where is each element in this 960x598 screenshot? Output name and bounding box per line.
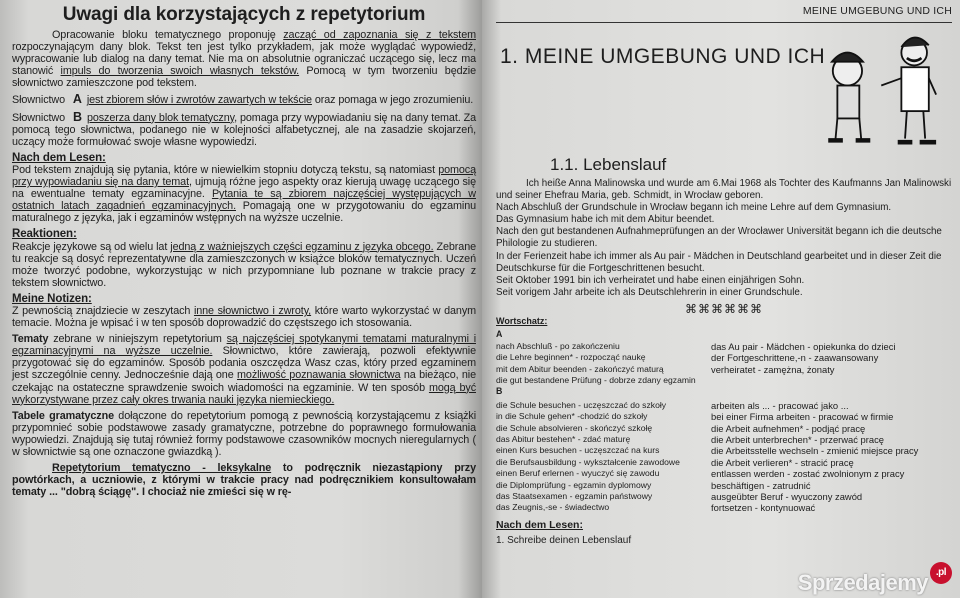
right-page	[482, 0, 960, 598]
watermark-tld: .pl	[930, 562, 952, 584]
vocab-entry: nach Abschluß - po zakończeniu	[496, 340, 620, 351]
paragraph	[12, 93, 476, 106]
section-heading: Reaktionen:	[12, 228, 77, 241]
vocab-entry: die Schule absolvieren - skończyć szkołę	[496, 422, 653, 433]
paragraph	[12, 111, 476, 148]
paragraph	[12, 228, 476, 288]
text-segment: na bieżąco, nie czekając na ostateczne sprawdzenie swoich wiadomości na egzaminie. W ten sposób	[12, 369, 477, 394]
text-segment: Słownictwo	[12, 111, 68, 124]
text-segment: oraz pomaga w jego zrozumieniu.	[311, 94, 474, 107]
vocab-entry: mit dem Abitur beenden - zakończyć maturą	[496, 363, 664, 374]
page-title: Uwagi dla korzystających z repetytorium	[62, 4, 426, 25]
vocab-heading: Wortschatz:	[496, 315, 548, 326]
text-segment: dołączone do repetytorium pomogą z pewnością korzystającemu z książki przypomnieć sobie podstawowe zasady gramatyczne, potrzebne do poprawnego formułowania wypowiedzi. Znajdują się tutaj również formy podstawowe czasowników mocnych nieregularnych ( w słownictwie są one oznaczone gwiazdką ).	[12, 409, 476, 458]
watermark-logo	[797, 567, 947, 596]
cartoon-illustration-icon	[814, 27, 954, 155]
underlined-text: jedną z ważniejszych części egzaminu z języka obcego.	[170, 240, 434, 253]
vocab-a-label: A	[496, 329, 503, 340]
vocab-entry: die Lehre beginnen* - rozpocząć naukę	[496, 352, 646, 363]
underlined-text: zacząć od zapoznania się z tekstem	[283, 29, 476, 41]
vocab-entry: die Diplomprüfung - egzamin dyplomowy	[496, 479, 652, 490]
text-line: Seit vorigem Jahr arbeite ich als Deutschlehrerin in einer Grundschule.	[496, 286, 803, 298]
paragraph	[12, 410, 476, 458]
underlined-text: impuls do tworzenia swoich własnych tekstów.	[60, 65, 300, 78]
vocabulary	[496, 316, 952, 547]
right-page-content	[496, 0, 952, 547]
text-segment: Reakcje językowe są od wielu lat	[12, 240, 171, 253]
vocab-entry: arbeiten als ... - pracować jako ...	[711, 399, 849, 411]
vocab-entry: der Fortgeschrittene,-n - zaawansowany	[711, 352, 879, 364]
text-segment: ... "dobrą ściągę". I chociaż nie zmieści się w rę-	[46, 486, 292, 499]
vocab-b-left	[496, 400, 711, 514]
text-segment: , pomaga przy wypowiadaniu się na dany temat. Za pomocą tego słownictwa, podanego nie w kolejności alfabetycznej, ale na zasadzie skojarzeń, uczący może formułować swoje własne wypowiedzi.	[12, 111, 477, 148]
vocab-a-left	[496, 341, 711, 387]
section-heading: Meine Notizen:	[12, 292, 92, 305]
chapter-header	[496, 23, 952, 155]
vocab-entry: die gut bestandene Prüfung - dobrze zdany egzamin	[496, 374, 696, 385]
text-segment: A	[72, 92, 82, 107]
left-page-content	[12, 4, 476, 502]
paragraphs	[12, 29, 476, 498]
text-segment: Opracowanie bloku tematycznego proponuję	[52, 29, 284, 41]
text-line: In der Ferienzeit habe ich immer als Au pair - Mädchen in Deutschland gearbeitet und in dieser Zeit die Deutschkurse für die Fortgeschrittenen besucht.	[496, 250, 942, 274]
underlined-text: możliwość poznawania słownictwa	[237, 369, 401, 382]
watermark-brand: Sprzedajemy	[797, 570, 928, 595]
underlined-text: inne słownictwo i zwroty,	[193, 304, 312, 317]
paragraph	[12, 293, 476, 329]
text-segment: , ujmują różne jego aspekty oraz kierują uwagę uczącego się na ewentualne tematy egzaminacyjne.	[12, 176, 476, 201]
text-segment: Tabele gramatyczne	[12, 409, 115, 422]
text-segment: które warto wykorzystać w danym temacie. Można je wpisać i w ten sposób doprowadzić do częstszego ich stosowania.	[12, 304, 477, 330]
underlined-text: poszerza dany blok tematyczny	[86, 111, 235, 124]
text-segment: Tematy	[12, 333, 49, 346]
paragraph	[12, 462, 476, 498]
text-segment: Zebrane tu reakcje są dosyć reprezentatywne dla zamieszczonych w książce bloków tematycznych. Uczeń może tworzyć podobne, wykorzystując w nich przypomniane lub poznane w trakcie pracy z tekstem słownictwo.	[12, 240, 477, 289]
text-line: Seit Oktober 1991 bin ich verheiratet und habe einen einjährigen Sohn.	[496, 274, 805, 286]
vocab-entry: einen Kurs besuchen - uczęszczać na kurs	[496, 445, 660, 456]
vocab-entry: das Staatsexamen - egzamin państwowy	[496, 491, 653, 502]
text-segment: to podręcznik niezastąpiony przy powtórkach, a uczniowie, z którymi w trakcie pracy nad podręcznikiem konsultowałam tematy	[12, 462, 476, 499]
after-reading-item: 1. Schreibe deinen Lebenslauf	[496, 534, 632, 546]
vocab-entry: in die Schule gehen* -chodzić do szkoły	[496, 411, 648, 422]
vocab-entry: die Arbeit aufnehmen* - podjąć pracę	[711, 422, 866, 434]
text-segment: rozpoczynającym dany blok. Tekst ten jest tylko przykładem, jak może wyglądać wypowiedź, wypracowanie lub dialog na dany temat. Nie ma on absolutnie ograniczać uczącego się, lecz ma stanowić	[12, 41, 476, 78]
text-line: Das Gymnasium habe ich mit dem Abitur beendet.	[496, 214, 715, 226]
lebenslauf-text	[496, 178, 952, 299]
running-head: MEINE UMGEBUNG UND ICH	[802, 5, 952, 17]
paragraph	[12, 152, 476, 225]
text-segment: Pod tekstem znajdują się pytania, które w niewielkim stopniu dotyczą tekstu, są natomiast	[12, 163, 439, 176]
underlined-text: jest zbiorem słów i zwrotów zawartych w tekście	[86, 94, 312, 107]
section-heading: Nach dem Lesen:	[12, 151, 106, 164]
text-line: Ich heiße Anna Malinowska und wurde am 6.Mai 1968 als Tochter des Kaufmanns Jan Malinowski und seiner Ehefrau Maria, geb. Schmidt, in Wrocław geboren.	[496, 178, 952, 202]
vocab-entry: fortsetzen - kontynuować	[711, 502, 816, 514]
vocab-entry: einen Beruf erlernen - wyuczyć się zawodu	[496, 468, 660, 479]
after-reading-heading: Nach dem Lesen:	[496, 518, 583, 531]
underlined-text: pomocą przy wypowiadaniu się na dany temat	[12, 163, 476, 189]
vocab-b-label: B	[496, 386, 503, 397]
chapter-title: 1. MEINE UMGEBUNG UND ICH	[500, 45, 826, 68]
vocab-entry: das Zeugnis,-se - świadectwo	[496, 502, 610, 513]
text-line: Nach den gut bestandenen Aufnahmeprüfungen an der Wrocławer Universität begann ich die deutsche Philologie zu studieren.	[496, 226, 942, 250]
text-segment: Pomocą w tym tworzeniu będzie słownictwo zamieszczone pod tekstem.	[12, 65, 477, 90]
separator: ⌘⌘⌘⌘⌘⌘	[685, 301, 763, 316]
paragraph	[12, 29, 476, 89]
text-segment: zebrane w niniejszym repetytorium	[48, 333, 227, 346]
vocab-b-right	[711, 400, 952, 514]
vocab-entry: das Abitur bestehen* - zdać maturę	[496, 434, 631, 444]
vocab-entry: die Arbeitsstelle wechseln - zmienić miejsce pracy	[711, 445, 919, 457]
text-segment: Słownictwo	[12, 94, 68, 107]
paragraph	[12, 333, 476, 406]
underlined-text: Repetytorium tematyczno - leksykalne	[52, 462, 272, 475]
text-segment: Słownictwo, które zawierają, pozwoli efektywnie przygotować się do egzaminów. Sposób podania oszczędza Wasz czas, który przed egzaminem jest szczególnie cenny. Jednocześnie dają one	[12, 345, 476, 382]
vocab-entry: ausgeübter Beruf - wyuczony zawód	[711, 491, 863, 503]
vocab-entry: beschäftigen - zatrudnić	[711, 479, 811, 491]
text-segment: Z pewnością znajdziecie w zeszytach	[12, 304, 194, 317]
vocab-entry: die Schule besuchen - uczęszczać do szkoły	[496, 399, 667, 410]
vocab-entry: die Arbeit verlieren* - stracić pracę	[711, 456, 854, 468]
vocab-entry: das Au pair - Mädchen - opiekunka do dzieci	[711, 340, 896, 352]
underlined-text: są najczęściej spotykanymi tematami maturalnymi i egzaminacyjnymi na wyższe uczelnie.	[12, 333, 476, 358]
underlined-text: Pytania te są zbiorem najczęściej występujących w ostatnich latach zagadnień egzaminacyjnych.	[12, 188, 476, 213]
section-title: 1.1. Lebenslauf	[550, 155, 667, 174]
text-segment: B	[73, 109, 82, 124]
vocab-a-right	[711, 341, 952, 387]
vocab-entry: die Arbeit unterbrechen* - przerwać pracę	[711, 434, 885, 445]
underlined-text: mogą być wykorzystywane przez cały okres trwania nauki języka niemieckiego.	[12, 381, 476, 406]
vocab-entry: entlassen werden - zostać zwolnionym z pracy	[711, 468, 905, 480]
vocab-entry: bei einer Firma arbeiten - pracować w firmie	[711, 411, 894, 423]
vocab-entry: die Berufsausbildung - wykształcenie zawodowe	[496, 456, 680, 467]
text-line: Nach Abschluß der Grundschule in Wrocław begann ich meine Lehre auf dem Gymnasium.	[496, 202, 892, 214]
text-segment: Pomagają one w przygotowaniu do egzaminu maturalnego z języka, jak i egzaminów wstępnych na wyższe uczelnie.	[12, 200, 477, 225]
vocab-entry: verheiratet - zamężna, żonaty	[711, 363, 835, 375]
